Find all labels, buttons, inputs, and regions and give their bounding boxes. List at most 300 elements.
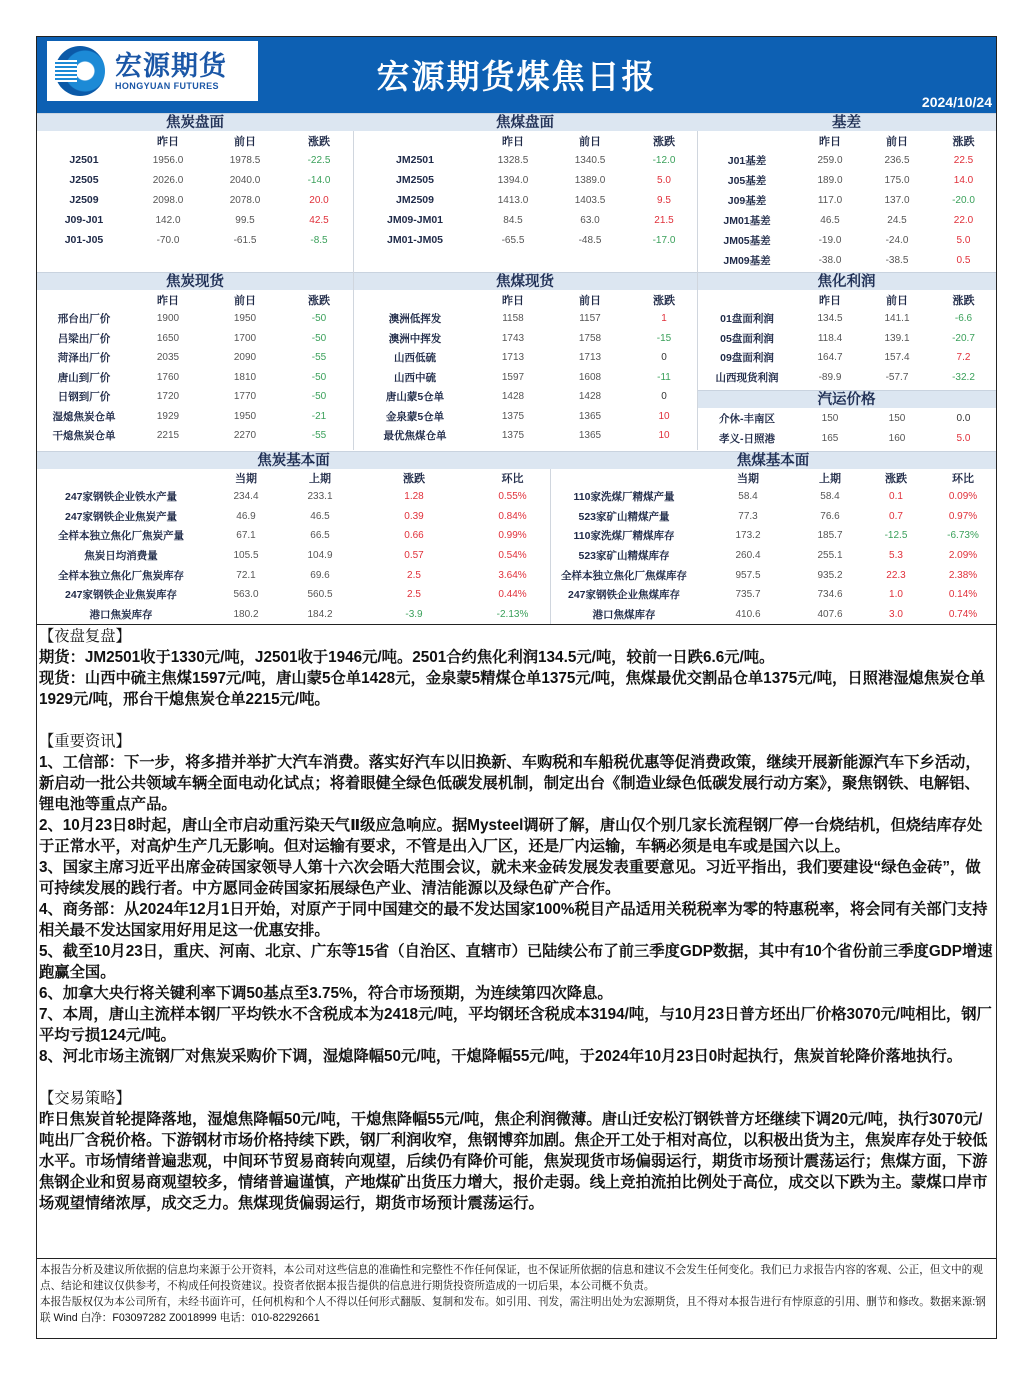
row-label: JM09-JM01 xyxy=(386,214,444,226)
logo-name-en: HONGYUAN FUTURES xyxy=(115,81,219,91)
change-value: 2.5 xyxy=(407,569,421,581)
value-cell: 2090 xyxy=(233,352,257,364)
table-row xyxy=(353,407,697,427)
change-value: 5.0 xyxy=(956,432,971,444)
value-cell: 63.0 xyxy=(580,214,600,226)
value-cell: 76.6 xyxy=(820,510,840,522)
change-value: 9.5 xyxy=(657,194,671,206)
table-column-header-row xyxy=(37,469,550,487)
row-label: 01盘面利润 xyxy=(720,313,774,326)
value-cell: 1700 xyxy=(233,332,257,344)
table-section-title: 焦炭基本面 xyxy=(37,451,550,469)
table-row xyxy=(353,426,697,446)
value-cell: 1394.0 xyxy=(497,174,529,186)
change-value: 0 xyxy=(661,352,667,364)
value-cell: 1758 xyxy=(578,332,602,344)
section-paragraph: 现货：山西中硫主焦煤1597元/吨，唐山蒙5仓单1428元，金泉蒙5精煤仓单1375元/吨，焦煤最优交割品仓单1375元/吨，日照港湿熄焦炭仓单1929元/吨，邢台干熄焦炭仓单2215元/吨。 xyxy=(39,670,986,708)
change-value: 5.0 xyxy=(956,234,971,246)
value-cell: 1389.0 xyxy=(574,174,606,186)
value-cell: 173.2 xyxy=(735,530,761,542)
table-row xyxy=(37,487,550,507)
column-header: 前日 xyxy=(579,135,601,148)
value-cell: 1428 xyxy=(501,391,525,403)
table-section-title: 焦煤基本面 xyxy=(550,451,996,469)
value-cell: -24.0 xyxy=(885,234,909,246)
change-value: -2.13% xyxy=(496,608,529,620)
value-cell: 2270 xyxy=(233,430,257,442)
basis-table xyxy=(697,113,996,271)
value-cell: 1713 xyxy=(501,352,525,364)
table-row xyxy=(37,605,550,625)
change-value: -14.0 xyxy=(307,174,331,186)
change-value: -22.5 xyxy=(307,154,331,166)
table-section-title: 基差 xyxy=(697,113,996,131)
column-header: 昨日 xyxy=(819,294,841,307)
column-header: 环比 xyxy=(952,473,974,485)
coking-coal-futures-table xyxy=(353,113,697,271)
table-column-header-row xyxy=(37,131,353,150)
value-cell: 1413.0 xyxy=(497,194,529,206)
row-label: 山西中硫 xyxy=(394,371,436,384)
value-cell: 66.5 xyxy=(310,530,330,542)
column-header: 前日 xyxy=(234,294,256,307)
row-label: 菏泽出厂价 xyxy=(57,352,111,365)
change-value: 7.2 xyxy=(956,352,971,364)
change-value: 0.44% xyxy=(498,589,527,601)
row-label: J01-J05 xyxy=(64,234,104,246)
value-cell: 77.3 xyxy=(738,510,758,522)
value-cell: 407.6 xyxy=(817,608,843,620)
row-label: 247家钢铁企业焦煤库存 xyxy=(567,589,681,602)
value-cell: 160 xyxy=(888,432,906,444)
table-section-title: 汽运价格 xyxy=(697,390,996,408)
value-cell: 189.0 xyxy=(817,174,843,186)
row-label: JM2509 xyxy=(396,194,434,206)
change-value: 1.0 xyxy=(889,589,903,601)
row-label: 247家钢铁企业焦炭库存 xyxy=(64,589,178,602)
value-cell: 1428 xyxy=(578,391,602,403)
table-row xyxy=(37,585,550,605)
change-value: -20.0 xyxy=(952,194,975,206)
table-row xyxy=(697,210,996,230)
coke-spot-table xyxy=(37,272,353,450)
table-row xyxy=(550,565,996,585)
table-row xyxy=(353,329,697,349)
value-cell: -38.5 xyxy=(885,254,909,266)
value-cell: 2040.0 xyxy=(229,174,261,186)
value-cell: -38.0 xyxy=(818,254,842,266)
row-label: J09-J01 xyxy=(64,214,104,226)
row-label: 孝义-日照港 xyxy=(719,432,775,445)
change-value: 0.1 xyxy=(889,491,903,503)
table-section-title: 焦煤盘面 xyxy=(353,113,697,131)
value-cell: 2026.0 xyxy=(152,174,184,186)
change-value: 0.97% xyxy=(948,510,978,522)
table-row xyxy=(697,170,996,190)
row-label: 05盘面利润 xyxy=(720,332,774,345)
table-column-header-row xyxy=(37,290,353,309)
value-cell: 560.5 xyxy=(307,589,333,601)
coking-coal-fundamentals-table xyxy=(550,451,996,625)
value-cell: 1375 xyxy=(501,430,525,442)
commentary xyxy=(39,626,995,1214)
change-value: 5.0 xyxy=(657,174,671,186)
table-row xyxy=(697,230,996,250)
change-value: 22.0 xyxy=(953,214,974,226)
column-header: 涨跌 xyxy=(885,473,907,485)
row-label: 110家洗煤厂精煤库存 xyxy=(573,530,675,543)
table-section-title: 焦炭盘面 xyxy=(37,113,353,131)
change-value: -12.5 xyxy=(884,530,908,542)
column-header: 涨跌 xyxy=(653,135,675,148)
change-value: -17.0 xyxy=(652,234,676,246)
section-title: 【交易策略】 xyxy=(39,1090,131,1107)
column-header: 涨跌 xyxy=(308,294,330,307)
change-value: -50 xyxy=(311,371,327,383)
row-label: 澳洲低挥发 xyxy=(388,313,442,326)
change-value: 2.5 xyxy=(407,589,421,601)
row-label: 09盘面利润 xyxy=(720,352,774,365)
row-label: J2509 xyxy=(69,194,99,206)
value-cell: 150 xyxy=(888,412,906,424)
value-cell: 1713 xyxy=(578,352,602,364)
value-cell: -48.5 xyxy=(578,234,602,246)
value-cell: 255.1 xyxy=(817,550,843,562)
column-header: 昨日 xyxy=(819,135,841,148)
change-value: 0.09% xyxy=(948,491,978,503)
column-header: 涨跌 xyxy=(952,135,975,148)
table-row xyxy=(697,348,996,368)
table-row xyxy=(37,387,353,407)
column-header: 上期 xyxy=(819,473,841,485)
change-value: -21 xyxy=(311,410,327,422)
value-cell: 58.4 xyxy=(820,491,840,503)
change-value: -15 xyxy=(656,332,672,344)
value-cell: 2215 xyxy=(156,430,180,442)
value-cell: -65.5 xyxy=(501,234,525,246)
value-cell: 72.1 xyxy=(236,569,256,581)
change-value: -12.0 xyxy=(652,154,676,166)
value-cell: 1900 xyxy=(156,313,180,325)
section-paragraph: 8、河北市场主流钢厂对焦炭采购价下调，湿熄降幅50元/吨，干熄降幅55元/吨，于2024年10月23日0时起执行，焦炭首轮降价落地执行。 xyxy=(39,1048,963,1065)
value-cell: 236.5 xyxy=(884,154,910,166)
section-gap xyxy=(39,710,995,731)
table-row xyxy=(37,368,353,388)
change-value: 10 xyxy=(658,410,670,422)
change-value: 20.0 xyxy=(309,194,329,206)
change-value: 0.84% xyxy=(498,510,527,522)
table-row xyxy=(697,428,996,448)
value-cell: 117.0 xyxy=(817,194,843,206)
change-value: -32.2 xyxy=(952,371,975,383)
table-row xyxy=(37,407,353,427)
change-value: -50 xyxy=(311,332,327,344)
table-row xyxy=(37,329,353,349)
column-header: 涨跌 xyxy=(403,473,425,485)
row-label: 全样本独立焦化厂焦炭库存 xyxy=(58,569,184,582)
row-label: 邢台出厂价 xyxy=(57,313,111,326)
row-label: J2505 xyxy=(69,174,99,186)
column-header: 涨跌 xyxy=(952,294,975,307)
value-cell: 935.2 xyxy=(817,569,843,581)
table-row xyxy=(353,368,697,388)
change-value: -6.6 xyxy=(954,313,973,325)
value-cell: 69.6 xyxy=(310,569,330,581)
value-cell: 175.0 xyxy=(884,174,910,186)
section-divider xyxy=(37,624,996,625)
table-row xyxy=(37,507,550,527)
table-row xyxy=(697,309,996,329)
coking-coal-spot-table xyxy=(353,272,697,450)
change-value: 22.3 xyxy=(886,569,906,581)
change-value: 0.7 xyxy=(889,510,903,522)
change-value: 10 xyxy=(658,430,670,442)
value-cell: 184.2 xyxy=(307,608,333,620)
change-value: -55 xyxy=(311,430,327,442)
value-cell: 142.0 xyxy=(155,214,181,226)
change-value: 1 xyxy=(661,313,667,325)
table-row xyxy=(697,408,996,428)
report-date: 2024/10/24 xyxy=(921,94,992,110)
value-cell: 563.0 xyxy=(233,589,259,601)
table-row xyxy=(37,309,353,329)
section-paragraph: 7、本周，唐山主流样本钢厂平均铁水不含税成本为2418元/吨，平均钢坯含税成本3194/吨，与10月23日普方坯出厂价格3070元/吨相比，钢厂平均亏损124元/吨。 xyxy=(39,1006,992,1044)
value-cell: 105.5 xyxy=(233,550,259,562)
section-title: 【夜盘复盘】 xyxy=(39,628,131,645)
freight-price-table xyxy=(697,390,996,450)
row-label: 山西低硫 xyxy=(394,352,436,365)
value-cell: 260.4 xyxy=(735,550,761,562)
row-label: 金泉蒙5仓单 xyxy=(385,410,445,423)
table-section-title: 焦炭现货 xyxy=(37,272,353,290)
section-paragraph: 期货：JM2501收于1330元/吨，J2501收于1946元/吨。2501合约焦化利润134.5元/吨，较前一日跌6.6元/吨。 xyxy=(39,649,775,666)
row-label: 湿熄焦炭仓单 xyxy=(52,410,116,423)
table-row xyxy=(550,546,996,566)
value-cell: 99.5 xyxy=(235,214,255,226)
report-title: 宏源期货煤焦日报 xyxy=(376,58,657,95)
column-header: 上期 xyxy=(309,473,331,485)
table-row xyxy=(550,507,996,527)
value-cell: 180.2 xyxy=(233,608,259,620)
change-value: 3.64% xyxy=(498,569,527,581)
value-cell: 259.0 xyxy=(817,154,843,166)
change-value: -50 xyxy=(311,391,327,403)
table-row xyxy=(37,190,353,210)
change-value: 0.54% xyxy=(498,550,527,562)
value-cell: 1760 xyxy=(156,371,180,383)
value-cell: 234.4 xyxy=(233,491,259,503)
table-row xyxy=(353,387,697,407)
row-label: JM09基差 xyxy=(723,254,771,267)
coke-futures-table xyxy=(37,113,353,271)
row-label: J05基差 xyxy=(727,174,767,187)
table-row xyxy=(697,250,996,270)
column-header: 涨跌 xyxy=(653,294,675,307)
table-row xyxy=(37,210,353,230)
section-title: 【重要资讯】 xyxy=(39,733,131,750)
table-row xyxy=(37,565,550,585)
row-label: 247家钢铁企业铁水产量 xyxy=(64,491,178,504)
change-value: 0 xyxy=(661,391,667,403)
disclaimer-paragraph: 本报告分析及建议所依据的信息均来源于公开资料，本公司对这些信息的准确性和完整性不作任何保证，也不保证所依据的信息和建议不会发生任何变化。我们已力求报告内容的客观、公正，但文中的观点、结论和建议仅供参考，不构成任何投资建议。投资者依据本报告提供的信息进行期货投资所造成的一切后果，本公司概不负责。 xyxy=(40,1264,983,1292)
value-cell: 734.6 xyxy=(817,589,843,601)
value-cell: 410.6 xyxy=(735,608,761,620)
change-value: 2.09% xyxy=(948,550,978,562)
section-gap xyxy=(39,1067,995,1088)
row-label: JM01基差 xyxy=(723,214,771,227)
table-row xyxy=(353,309,697,329)
value-cell: 164.7 xyxy=(817,352,843,364)
column-header: 环比 xyxy=(501,473,524,485)
row-label: 港口焦煤库存 xyxy=(592,608,656,621)
value-cell: 157.4 xyxy=(884,352,910,364)
section-paragraph: 3、国家主席习近平出席金砖国家领导人第十六次会晤大范围会议，就未来金砖发展发表重要意见。习近平指出，我们要建设“绿色金砖”，做可持续发展的践行者。中方愿同金砖国家拓展绿色产业、清洁能源以及绿色矿产合作。 xyxy=(39,859,981,897)
column-header: 昨日 xyxy=(502,135,524,148)
column-divider xyxy=(550,469,551,625)
row-label: JM01-JM05 xyxy=(386,234,444,246)
column-header: 涨跌 xyxy=(308,135,330,148)
value-cell: 1365 xyxy=(578,430,602,442)
change-value: 22.5 xyxy=(953,154,974,166)
value-cell: 735.7 xyxy=(735,589,761,601)
row-label: 吕梁出厂价 xyxy=(57,332,111,345)
value-cell: 2098.0 xyxy=(152,194,184,206)
column-header: 昨日 xyxy=(157,135,179,148)
table-row xyxy=(353,230,697,250)
value-cell: 134.5 xyxy=(817,313,843,325)
change-value: 0.5 xyxy=(956,254,971,266)
change-value: -6.73% xyxy=(947,530,979,542)
section-paragraph: 6、加拿大央行将关键利率下调50基点至3.75%，符合市场预期，为连续第四次降息。 xyxy=(39,985,613,1002)
value-cell: 137.0 xyxy=(884,194,910,206)
value-cell: 1365 xyxy=(578,410,602,422)
value-cell: -57.7 xyxy=(885,371,909,383)
change-value: -50 xyxy=(311,313,327,325)
change-value: 0.57 xyxy=(404,550,424,562)
value-cell: 1158 xyxy=(502,313,524,325)
row-label: 焦炭日均消费量 xyxy=(84,550,158,563)
value-cell: 118.4 xyxy=(817,332,843,344)
section-paragraph: 5、截至10月23日，重庆、河南、北京、广东等15省（自治区、直辖市）已陆续公布了前三季度GDP数据，其中有10个省份前三季度GDP增速跑赢全国。 xyxy=(39,943,993,981)
table-row xyxy=(353,170,697,190)
value-cell: 1929 xyxy=(156,410,180,422)
value-cell: 1950 xyxy=(233,410,257,422)
table-row xyxy=(697,368,996,388)
value-cell: 141.1 xyxy=(884,313,910,325)
column-divider xyxy=(697,131,698,450)
value-cell: 165 xyxy=(821,432,839,444)
table-row xyxy=(353,348,697,368)
value-cell: -89.9 xyxy=(818,371,842,383)
change-value: 1.28 xyxy=(404,491,424,503)
row-label: 日钢到厂价 xyxy=(57,391,111,404)
table-row xyxy=(37,230,353,250)
table-row xyxy=(37,526,550,546)
change-value: 42.5 xyxy=(309,214,329,226)
column-header: 昨日 xyxy=(157,294,179,307)
value-cell: 233.1 xyxy=(307,491,333,503)
table-section-title: 焦化利润 xyxy=(697,272,996,290)
row-label: 全样本独立焦化厂焦炭产量 xyxy=(58,530,184,543)
table-row xyxy=(37,426,353,446)
table-row xyxy=(37,546,550,566)
table-row xyxy=(37,170,353,190)
value-cell: 46.5 xyxy=(310,510,330,522)
table-column-header-row xyxy=(353,290,697,309)
row-label: J2501 xyxy=(69,154,99,166)
value-cell: 1328.5 xyxy=(497,154,529,166)
column-header: 当期 xyxy=(737,473,759,485)
row-label: 干熄焦炭仓单 xyxy=(52,430,116,443)
row-label: 介休-丰南区 xyxy=(719,412,775,425)
value-cell: 2078.0 xyxy=(229,194,261,206)
section-paragraph: 昨日焦炭首轮提降落地，湿熄焦降幅50元/吨，干熄焦降幅55元/吨，焦企利润微薄。唐山迁安松汀钢铁普方坯继续下调20元/吨，执行3070元/吨出厂含税价格。下游钢材市场价格持续下跌，钢厂利润收窄，焦钢博弈加剧。焦企开工处于相对高位，以积极出货为主，焦炭库存处于较低水平。市场情绪普遍悲观，中间环节贸易商转向观望，后续仍有降价可能，焦炭现货市场偏弱运行，期货市场预计震荡运行；焦煤方面，下游焦钢企业和贸易商观望较多，情绪普遍谨慎，产地煤矿出货压力增大，报价走弱。线上竞拍流拍比例处于高位，成交以下跌为主。蒙煤口岸市场观望情绪浓厚，成交乏力。焦煤现货偏弱运行，期货市场预计震荡运行。 xyxy=(39,1111,988,1212)
value-cell: 24.5 xyxy=(887,214,907,226)
table-row xyxy=(353,150,697,170)
value-cell: -70.0 xyxy=(156,234,180,246)
value-cell: 957.5 xyxy=(735,569,761,581)
section-paragraph: 2、10月23日8时起，唐山全市启动重污染天气Ⅱ级应急响应。据Mysteel调研了解，唐山仅个别几家长流程钢厂停一台烧结机，但烧结库存处于正常水平，对高炉生产几无影响。但对运输有要求，不管是出入厂区，还是厂内运输，车辆必须是电车或是国六以上。 xyxy=(39,817,983,855)
value-cell: 1950 xyxy=(233,313,257,325)
table-row xyxy=(697,150,996,170)
change-value: -55 xyxy=(311,352,327,364)
value-cell: 1340.5 xyxy=(574,154,606,166)
table-column-header-row xyxy=(550,469,996,487)
row-label: JM2501 xyxy=(396,154,434,166)
row-label: 唐山到厂价 xyxy=(57,371,111,384)
value-cell: 139.1 xyxy=(884,332,910,344)
logo-name-cn: 宏源期货 xyxy=(115,51,227,81)
row-label: 山西现货利润 xyxy=(715,371,779,384)
table-row xyxy=(37,348,353,368)
change-value: 0.74% xyxy=(948,608,978,620)
table-row xyxy=(550,605,996,625)
value-cell: 104.9 xyxy=(307,550,333,562)
value-cell: 1720 xyxy=(156,391,180,403)
value-cell: -19.0 xyxy=(818,234,842,246)
row-label: 最优焦煤仓单 xyxy=(383,430,447,443)
row-label: J09基差 xyxy=(727,194,767,207)
column-header: 当期 xyxy=(235,473,257,485)
value-cell: 1810 xyxy=(233,371,257,383)
change-value: -8.5 xyxy=(310,234,328,246)
table-row xyxy=(550,585,996,605)
disclaimer xyxy=(37,1258,996,1326)
value-cell: 67.1 xyxy=(236,530,256,542)
table-row xyxy=(697,190,996,210)
value-cell: 84.5 xyxy=(503,214,523,226)
value-cell: 185.7 xyxy=(817,530,843,542)
column-header: 前日 xyxy=(886,135,908,148)
row-label: 247家钢铁企业焦炭产量 xyxy=(64,510,178,523)
row-label: 澳洲中挥发 xyxy=(388,332,442,345)
change-value: 0.39 xyxy=(404,510,424,522)
column-header: 昨日 xyxy=(502,294,524,307)
row-label: J01基差 xyxy=(727,154,767,167)
row-label: 唐山蒙5仓单 xyxy=(385,391,445,404)
value-cell: 1770 xyxy=(233,391,257,403)
column-header: 前日 xyxy=(886,294,908,307)
row-label: JM05基差 xyxy=(723,234,771,247)
value-cell: 1157 xyxy=(579,313,601,325)
value-cell: 1608 xyxy=(578,371,602,383)
value-cell: 1743 xyxy=(501,332,525,344)
change-value: 21.5 xyxy=(654,214,674,226)
value-cell: 46.9 xyxy=(236,510,256,522)
column-header: 前日 xyxy=(234,135,256,148)
value-cell: 1956.0 xyxy=(152,154,184,166)
change-value: 0.99% xyxy=(498,530,527,542)
